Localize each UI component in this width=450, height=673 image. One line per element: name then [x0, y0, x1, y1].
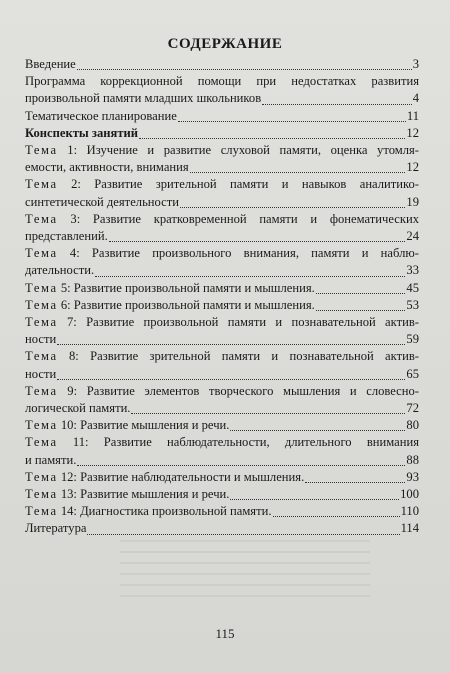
toc-entry: Тема 7: Развитие произвольной памяти и познавательной актив- ности 59 — [25, 314, 419, 348]
toc-entry: Тема 5: Развитие произвольной памяти и мышления. 45 — [25, 280, 419, 297]
toc-entry: Конспекты занятий 12 — [25, 125, 419, 142]
toc-entry: Тема 10: Развитие мышления и речи. 80 — [25, 417, 419, 434]
toc-page-number: 114 — [400, 521, 419, 536]
toc-page-number: 88 — [406, 452, 419, 467]
toc-page-number: 45 — [406, 280, 419, 295]
toc-page-number: 65 — [406, 366, 419, 381]
toc-page-number: 33 — [406, 263, 419, 278]
toc-entry: Тема 2: Развитие зрительной памяти и навыков аналитико- синтетической деятельности 19 — [25, 176, 419, 210]
toc-title: СОДЕРЖАНИЕ — [167, 36, 283, 52]
toc-entry: Тема 4: Развитие произвольного внимания, памяти и наблю- дательности. 33 — [25, 245, 419, 279]
toc-page-number: 80 — [406, 418, 419, 433]
page-number: 115 — [215, 626, 235, 641]
toc-entry: Тема 13: Развитие мышления и речи. 100 — [25, 486, 419, 503]
toc-entry: Тема 6: Развитие произвольной памяти и мышления. 53 — [25, 297, 419, 314]
toc-entry: Тема 1: Изучение и развитие слуховой памяти, оценка утомля- емости, активности, внимания 12 — [25, 142, 419, 176]
toc-entry: Тематическое планирование 11 — [25, 108, 419, 125]
toc-entry: Тема 14: Диагностика произвольной памяти. 110 — [25, 503, 419, 520]
toc-entry: Тема 8: Развитие зрительной памяти и познавательной актив- ности 65 — [25, 348, 419, 382]
toc-page-number: 72 — [406, 401, 419, 416]
toc-page-number: 24 — [406, 229, 419, 244]
toc-entry: Тема 11: Развитие наблюдательности, длительного внимания и памяти. 88 — [25, 434, 419, 468]
toc-entry: Программа коррекционной помощи при недостатках развития произвольной памяти младших школьников 4 — [25, 73, 419, 107]
toc-page-number: 11 — [406, 108, 419, 123]
table-of-contents — [25, 56, 419, 538]
toc-entry: Введение 3 — [25, 56, 419, 73]
toc-entry: Тема 12: Развитие наблюдательности и мышления. 93 — [25, 469, 419, 486]
toc-page-number: 12 — [406, 160, 419, 175]
toc-entry: Литература 114 — [25, 520, 419, 537]
toc-entry: Тема 9: Развитие элементов творческого мышления и словесно- логической памяти. 72 — [25, 383, 419, 417]
toc-entry: Тема 3: Развитие кратковременной памяти и фонематических представлений. 24 — [25, 211, 419, 245]
toc-page-number: 12 — [406, 125, 419, 140]
toc-page-number: 100 — [400, 487, 419, 502]
toc-page-number: 19 — [406, 194, 419, 209]
toc-page-number: 59 — [406, 332, 419, 347]
toc-page-number: 93 — [406, 469, 419, 484]
toc-page-number: 53 — [406, 297, 419, 312]
toc-page-number: 4 — [412, 91, 419, 106]
toc-page-number: 3 — [412, 57, 419, 71]
toc-page-number: 110 — [400, 504, 419, 519]
show-through-text — [120, 540, 370, 600]
